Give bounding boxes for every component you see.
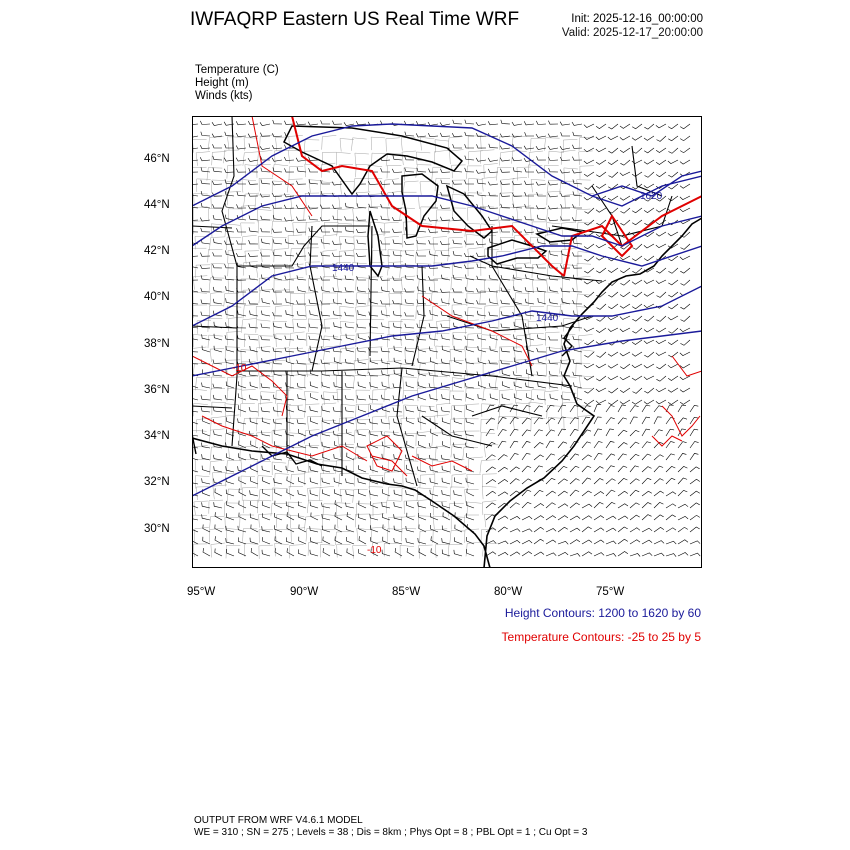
height-contour-label: 1440 — [536, 313, 559, 324]
variable-winds: Winds (kts) — [195, 90, 253, 102]
weather-map — [192, 116, 702, 568]
temp-contour-label: -10 — [367, 545, 382, 556]
lon-label: 80°W — [494, 586, 523, 598]
init-time: Init: 2025-12-16_00:00:00 — [571, 13, 703, 25]
lat-label: 44°N — [144, 199, 170, 211]
valid-time: Valid: 2025-12-17_20:00:00 — [561, 27, 703, 39]
model-config: WE = 310 ; SN = 275 ; Levels = 38 ; Dis = 8km ; Phys Opt = 8 ; PBL Opt = 1 ; Cu Opt = 3 — [194, 827, 588, 838]
lon-label: 95°W — [187, 586, 216, 598]
model-info: OUTPUT FROM WRF V4.6.1 MODEL — [194, 815, 363, 826]
variable-height: Height (m) — [195, 77, 249, 89]
lon-label: 90°W — [290, 586, 319, 598]
height-contour-label: 1620 — [640, 191, 663, 202]
lon-label: 85°W — [392, 586, 421, 598]
lat-label: 36°N — [144, 384, 170, 396]
temperature-legend: Temperature Contours: -25 to 25 by 5 — [501, 630, 701, 644]
temp-contour-label: -10 — [232, 363, 247, 374]
lat-label: 34°N — [144, 430, 170, 442]
variable-temperature: Temperature (C) — [195, 64, 279, 76]
lat-label: 32°N — [144, 476, 170, 488]
height-legend: Height Contours: 1200 to 1620 by 60 — [504, 606, 701, 620]
lon-label: 75°W — [596, 586, 625, 598]
lat-label: 40°N — [144, 291, 170, 303]
lat-label: 38°N — [144, 338, 170, 350]
map-title: IWFAQRP Eastern US Real Time WRF — [190, 9, 520, 30]
lat-label: 30°N — [144, 523, 170, 535]
lat-label: 46°N — [144, 153, 170, 165]
height-contour-label: 1440 — [332, 263, 355, 274]
lat-label: 42°N — [144, 245, 170, 257]
